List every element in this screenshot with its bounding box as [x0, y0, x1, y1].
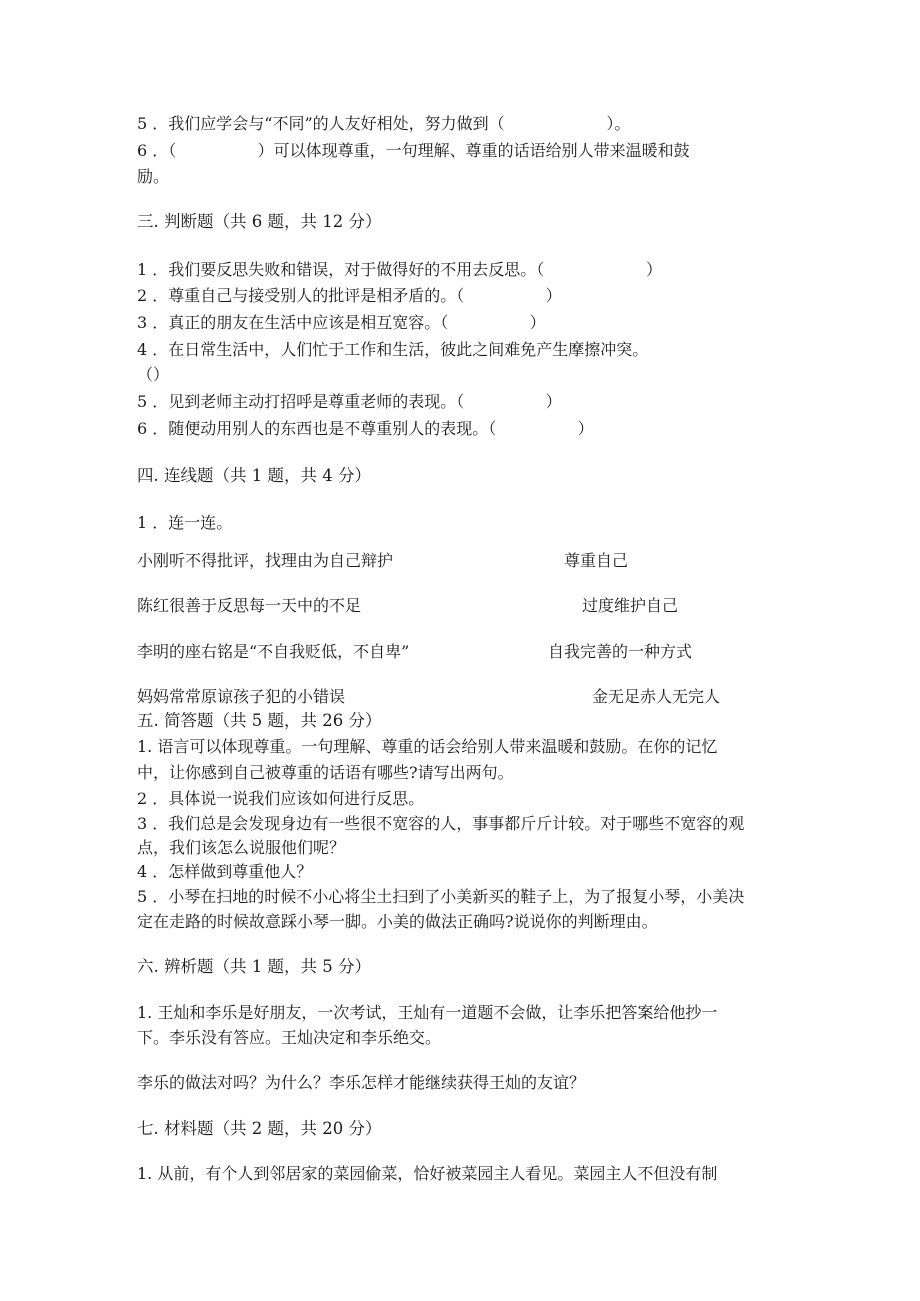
section-5-title: 五. 简答题（共 5 题，共 26 分） — [137, 711, 382, 730]
match-right-item: 尊重自己 — [564, 551, 629, 570]
short-answer-line: 4 ．怎样做到尊重他人？ — [137, 862, 313, 881]
material-line: 1. 从前，有个人到邻居家的菜园偷菜，恰好被菜园主人看见。菜园主人不但没有制 — [137, 1164, 718, 1183]
short-answer-line: 3 ．我们总是会发现身边有一些很不宽容的人，事事都斤斤计较。对于哪些不宽容的观 — [137, 814, 745, 833]
section-3-title: 三. 判断题（共 6 题，共 12 分） — [137, 212, 382, 231]
section-6-title: 六. 辨析题（共 1 题，共 5 分） — [137, 957, 371, 976]
match-right-item: 金无足赤人无完人 — [592, 687, 721, 706]
judge-item-5: 5 ．见到老师主动打招呼是尊重老师的表现。（ ） — [137, 392, 562, 411]
match-left-item: 妈妈常常原谅孩子犯的小错误 — [137, 687, 346, 706]
fill-in-question-6-line2: 励。 — [137, 167, 170, 186]
analysis-question: 李乐的做法对吗？为什么？李乐怎样才能继续获得王灿的友谊？ — [137, 1073, 586, 1092]
judge-item-2: 2 ．尊重自己与接受别人的批评是相矛盾的。（ ） — [137, 286, 562, 305]
section-4-title: 四. 连线题（共 1 题，共 4 分） — [137, 466, 371, 485]
short-answer-line: 中，让你感到自己被尊重的话语有哪些?请写出两句。 — [137, 763, 514, 782]
analysis-line: 1. 王灿和李乐是好朋友，一次考试，王灿有一道题不会做，让李乐把答案给他抄一 — [137, 1003, 718, 1022]
judge-item-3: 3 ．真正的朋友在生活中应该是相互宽容。（ ） — [137, 313, 546, 332]
short-answer-line: 2 ．具体说一说我们应该如何进行反思。 — [137, 789, 425, 808]
match-question: 1 ．连一连。 — [137, 513, 233, 532]
judge-item-1: 1 ．我们要反思失败和错误，对于做得好的不用去反思。（ ） — [137, 260, 662, 279]
match-right-item: 过度维护自己 — [582, 596, 679, 615]
fill-in-question-6-line1: 6 ．（ ）可以体现尊重，一句理解、尊重的话语给别人带来温暖和鼓 — [137, 141, 690, 160]
short-answer-line: 点，我们该怎么说服他们呢？ — [137, 838, 346, 857]
analysis-line: 下。李乐没有答应。王灿决定和李乐绝交。 — [137, 1028, 442, 1047]
judge-item-4-blank: （） — [137, 365, 170, 384]
match-left-item: 李明的座右铭是“不自我贬低，不自卑” — [137, 642, 410, 661]
short-answer-line: 5 ．小琴在扫地的时候不小心将尘土扫到了小美新买的鞋子上，为了报复小琴，小美决 — [137, 887, 745, 906]
judge-item-6: 6 ．随便动用别人的东西也是不尊重别人的表现。（ ） — [137, 419, 594, 438]
fill-in-question-5: 5 ．我们应学会与“不同”的人友好相处，努力做到（ ）。 — [137, 114, 631, 133]
short-answer-line: 定在走路的时候故意踩小琴一脚。小美的做法正确吗?说说你的判断理由。 — [137, 912, 658, 931]
match-left-item: 陈红很善于反思每一天中的不足 — [137, 596, 362, 615]
match-right-item: 自我完善的一种方式 — [548, 642, 693, 661]
judge-item-4: 4 ．在日常生活中，人们忙于工作和生活，彼此之间难免产生摩擦冲突。 — [137, 340, 649, 359]
match-left-item: 小刚听不得批评，找理由为自己辩护 — [137, 551, 394, 570]
short-answer-line: 1. 语言可以体现尊重。一句理解、尊重的话会给别人带来温暖和鼓励。在你的记忆 — [137, 737, 718, 756]
section-7-title: 七. 材料题（共 2 题，共 20 分） — [137, 1119, 382, 1138]
